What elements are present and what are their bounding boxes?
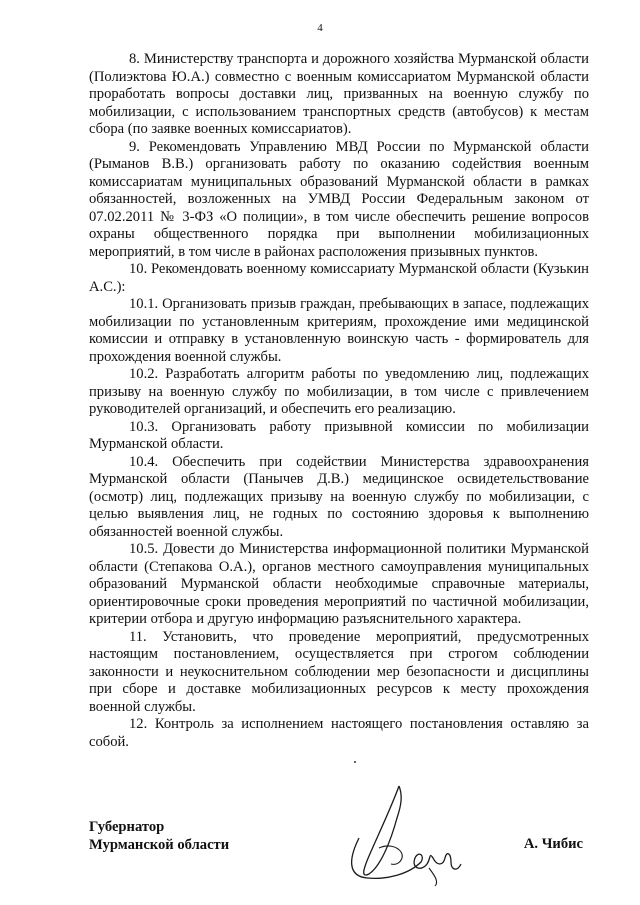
paragraph-10: 10. Рекомендовать военному комиссариату Мурманской области (Кузькин А.С.): — [89, 261, 589, 295]
paragraph-10-4: 10.4. Обеспечить при содействии Министерства здравоохранения Мурманской области (Панычев Д.В.) медицинское освидетельствование (осмотр) лиц, подлежащих призыву на военную службу по мобилизации, с целью выявления лиц, не годных по состоянию здоровья к выполнению обязанностей военной службы. — [89, 453, 589, 540]
paragraph-11: 11. Установить, что проведение мероприятий, предусмотренных настоящим постановлением, осуществляется при строгом соблюдении законности и неукоснительном соблюдении мер безопасности и дисциплины при сборе и доставке мобилизационных ресурсов к месту прохождения военной службы. — [89, 628, 589, 715]
paragraph-10-3: 10.3. Организовать работу призывной комиссии по мобилизации Мурманской области. — [89, 418, 589, 452]
signer-title-line1: Губернатор — [89, 819, 165, 835]
stray-dot — [354, 761, 356, 763]
paragraph-10-5: 10.5. Довести до Министерства информационной политики Мурманской области (Степакова О.А.), органов местного самоуправления муниципальных образований Мурманской области необходимые справочные материалы, ориентировочные сроки проведения мероприятий по частичной мобилизации, критерии отбора и другую информацию разъяснительного характера. — [89, 541, 589, 627]
paragraph-10-2: 10.2. Разработать алгоритм работы по уведомлению лиц, подлежащих призыву на военную службу по мобилизации, в том числе с привлечением руководителей организаций, и обеспечить его реализацию. — [89, 366, 589, 417]
document-body — [89, 51, 589, 751]
paragraph-8: 8. Министерству транспорта и дорожного хозяйства Мурманской области (Полиэктова Ю.А.) совместно с военным комиссариатом Мурманской области проработать вопросы доставки лиц, призванных на военную службу по мобилизации, с использованием транспортных средств (автобусов) к местам сбора (по заявке военных комиссариатов). — [89, 51, 589, 137]
signer-title-line2: Мурманской области — [89, 837, 230, 853]
signer-name: А. Чибис — [523, 836, 583, 852]
page-number: 4 — [317, 22, 323, 34]
signer-title — [89, 818, 229, 854]
handwritten-signature — [339, 778, 469, 888]
paragraph-12: 12. Контроль за исполнением настоящего постановления оставляю за собой. — [89, 716, 589, 750]
paragraph-10-1: 10.1. Организовать призыв граждан, пребывающих в запасе, подлежащих мобилизации по установленным критериям, прохождение ими медицинской комиссии и отправку в установленную воинскую часть - формирователь для прохождения военной службы. — [89, 296, 589, 365]
paragraph-9: 9. Рекомендовать Управлению МВД России по Мурманской области (Рыманов В.В.) организовать работу по оказанию содействия военным комиссариатам муниципальных образований Мурманской области в рамках обязанностей, возложенных на УМВД России Федеральным законом от 07.02.2011 № 3-ФЗ «О полиции», в том числе обеспечить решение вопросов охраны общественного порядка при выполнении мобилизационных мероприятий, в том числе в районах расположения призывных пунктов. — [89, 138, 589, 260]
signature-block — [89, 818, 589, 878]
